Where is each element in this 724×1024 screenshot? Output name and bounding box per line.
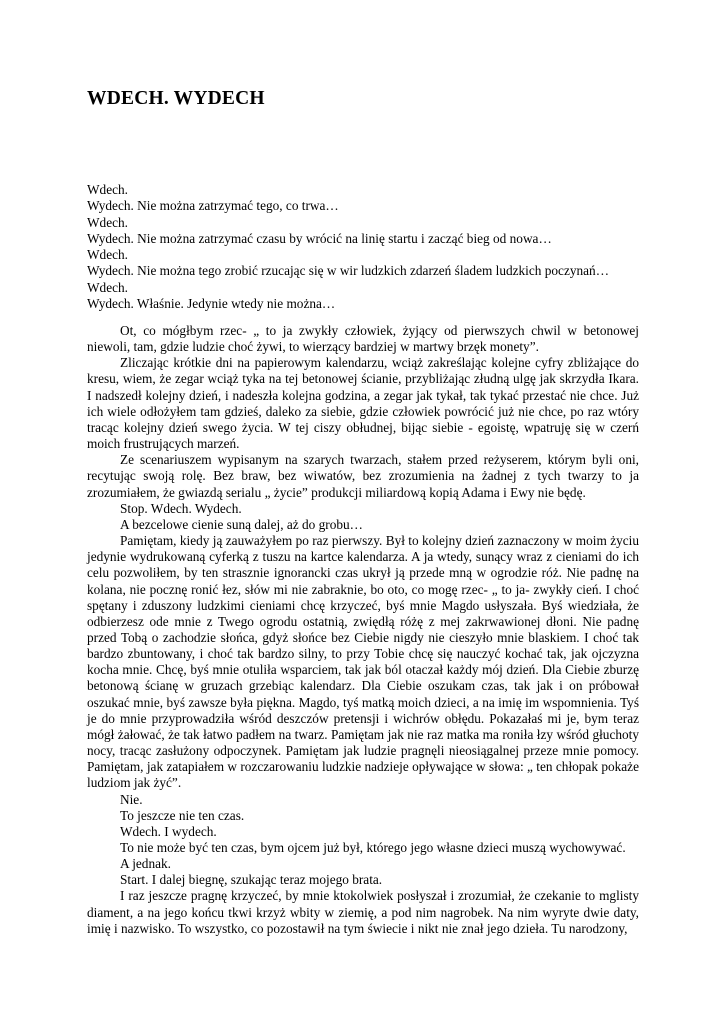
intro-line: Wydech. Właśnie. Jedynie wtedy nie można… [87,296,336,312]
intro-line: Wdech. [87,247,128,263]
intro-line: Wdech. [87,279,128,295]
paragraph: I raz jeszcze pragnę krzyczeć, by mnie ktokolwiek posłyszał i zrozumiał, że czekanie to mglisty diament, a na jego końcu tkwi krzyż wbity w ziemię, a pod nim nagrobek. Na nim wyryte dwie daty, imię i nazwisko. To wszystko, co pozostawił na tym świecie i nikt nie znał jego dzieła. Tu narodzony, [87,888,639,936]
paragraph: Stop. Wdech. Wydech. [120,500,242,516]
paragraph: Ze scenariuszem wypisanym na szarych twarzach, stałem przed reżyserem, którym byli oni, recytując swoją rolę. Bez braw, bez wiwatów, bez zrozumienia na żadnej z tych twarzy to ja zrozumiałem, że gwiazdą serialu „ życie” produkcji miliardową kopią Adama i Ewy nie będę. [87,452,639,500]
intro-line: Wydech. Nie można zatrzymać czasu by wrócić na linię startu i zacząć bieg od nowa… [87,230,552,246]
intro-block [87,182,639,312]
intro-line: Wydech. Nie można zatrzymać tego, co trwa… [87,198,339,214]
document-title: WDECH. WYDECH [87,88,265,109]
paragraph: A bezcelowe cienie suną dalej, aż do grobu… [120,516,363,532]
body-text [87,323,639,937]
paragraph: Nie. [120,791,143,807]
paragraph: Pamiętam, kiedy ją zauważyłem po raz pierwszy. Był to kolejny dzień zaznaczony w moim życiu jedynie wydrukowaną cyferką z tuszu na kartce kalendarza. A ja wtedy, sunący wraz z cieniami do ich celu pozwoliłem, by ten strasznie ignorancki czas ukrył ją przede mną w ogrodzie róż. Nie padnę na kolana, nie pocznę ronić łez, słów mi nie zabraknie, bo oto, co mogę rzec- „ to ja- zwykły cień. I choć spętany i zduszony ludzkimi cieniami chcę krzyczeć, byś mnie Magdo usłyszała. Byś wiedziała, że odbierzesz ode mnie z Twego ogrodu ostatnią, zwiędłą różę z mej zakrwawionej dłoni. Nie padnę przed Tobą o zachodzie słońca, gdyż słońce bez Ciebie nigdy nie cieszyło mnie blaskiem. I choć tak bardzo zbuntowany, i choć tak bardzo silny, to przy Tobie chcę się nauczyć kochać tak, jak ojczyzna kocha mnie. Chcę, byś mnie otuliła wsparciem, tak jak ból otaczał każdy mój dzień. Dla Ciebie zburzę betonową ścianę w gruzach grzebiąc kalendarz. Dla Ciebie oszukam czas, tak jak i on próbował oszukać mnie, byś zawsze była piękna. Magdo, tyś matką moich dzieci, a na imię im wspomnienia. Tyś je do mnie przyprowadziła wśród deszczów pretensji i wichrów obłędu. Pokazałaś mi je, bym teraz mógł żałować, że tak łatwo padłem na twarz. Pamiętam jak nie raz matka ma roniła łzy wśród głuchoty nocy, tracąc zasłużony odpoczynek. Pamiętam jak ludzie pragnęli nieosiągalnej przeze mnie pomocy. Pamiętam, jak zatapiałem w rozczarowaniu ludzkie nadzieje opływające w słowa: „ ten chłopak pokaże ludziom jak żyć”. [87,533,639,791]
paragraph: Start. I dalej biegnę, szukając teraz mojego brata. [120,872,383,888]
paragraph: To nie może być ten czas, bym ojcem już był, którego jego własne dzieci muszą wychowywać. [120,840,626,855]
intro-line: Wdech. [87,182,128,197]
intro-line: Wydech. Nie można tego zrobić rzucając się w wir ludzkich zdarzeń śladem ludzkich poczynań… [87,263,609,279]
paragraph: Ot, co mógłbym rzec- „ to ja zwykły człowiek, żyjący od pierwszych chwil w betonowej niewoli, tam, gdzie ludzie choć żywi, to wierzący bardziej w martwy brzęk monety”. [87,323,639,355]
intro-line: Wdech. [87,214,128,230]
paragraph: Wdech. I wydech. [120,823,217,839]
paragraph: To jeszcze nie ten czas. [120,807,245,823]
paragraph: Zliczając krótkie dni na papierowym kalendarzu, wciąż zakreślając kolejne cyfry zbliżające do kresu, wiem, że zegar wciąż tyka na tej betonowej ścianie, przybliżając złudną ulgę jak skrzydła Ikara. I nadszedł kolejny dzień, i nadeszła kolejna godzina, a zegar jak tykał, tak tykać przestać nie chce. Już ich wiele odłożyłem tam gdzieś, daleko za siebie, gdzie człowiek powrócić już nie chce, po raz wtóry tracąc kolejny dzień swego życia. W tej ciszy obłudnej, bijąc siebie - egoistę, wpatruję się w czerń moich frustrujących marzeń. [87,355,639,452]
paragraph: A jednak. [120,856,171,872]
